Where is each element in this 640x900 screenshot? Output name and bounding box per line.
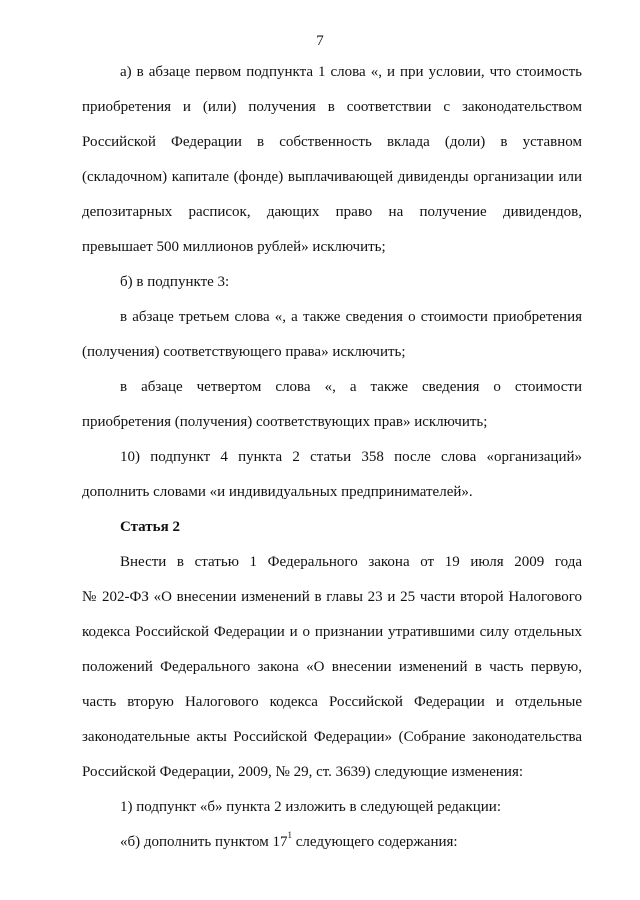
paragraph-line: депозитарных расписок, дающих право на получение дивидендов,	[82, 204, 582, 220]
paragraph-line: часть вторую Налогового кодекса Российской Федерации и отдельные	[82, 694, 582, 710]
paragraph-line: законодательные акты Российской Федерации» (Собрание законодательства	[82, 729, 582, 745]
paragraph-line: (складочном) капитале (фонде) выплачивающей дивиденды организации или	[82, 169, 582, 185]
paragraph-text: следующего содержания:	[291, 834, 458, 850]
paragraph-line: (получения) соответствующего права» исключить;	[82, 344, 406, 360]
paragraph-line: в абзаце четвертом слова «, а также сведения о стоимости	[120, 379, 582, 395]
paragraph-line: а) в абзаце первом подпункта 1 слова «, и при условии, что стоимость	[120, 64, 582, 80]
paragraph-line: Российской Федерации в собственность вклада (доли) в уставном	[82, 134, 582, 150]
paragraph-line: приобретения (получения) соответствующих прав» исключить;	[82, 414, 488, 430]
article-heading: Статья 2	[120, 519, 180, 535]
paragraph-line	[120, 831, 458, 853]
paragraph-line: Российской Федерации, 2009, № 29, ст. 3639) следующие изменения:	[82, 764, 524, 780]
paragraph-line: 1) подпункт «б» пункта 2 изложить в следующей редакции:	[120, 799, 501, 815]
paragraph-line: положений Федерального закона «О внесении изменений в часть первую,	[82, 659, 582, 675]
paragraph-line: № 202-ФЗ «О внесении изменений в главы 23 и 25 части второй Налогового	[82, 589, 582, 605]
paragraph-line: дополнить словами «и индивидуальных предпринимателей».	[82, 484, 473, 500]
paragraph-line: превышает 500 миллионов рублей» исключить;	[82, 239, 386, 255]
paragraph-line: Внести в статью 1 Федерального закона от 19 июля 2009 года	[120, 554, 582, 570]
paragraph-line: приобретения и (или) получения в соответствии с законодательством	[82, 99, 582, 115]
page-number: 7	[316, 33, 324, 49]
paragraph-line: 10) подпункт 4 пункта 2 статьи 358 после слова «организаций»	[120, 449, 582, 465]
paragraph-text: «б) дополнить пунктом 17	[120, 834, 288, 850]
superscript-index: 1	[287, 830, 292, 840]
paragraph-line: в абзаце третьем слова «, а также сведения о стоимости приобретения	[120, 309, 582, 325]
paragraph-line: б) в подпункте 3:	[120, 274, 230, 290]
paragraph-line: кодекса Российской Федерации и о признании утратившими силу отдельных	[82, 624, 582, 640]
